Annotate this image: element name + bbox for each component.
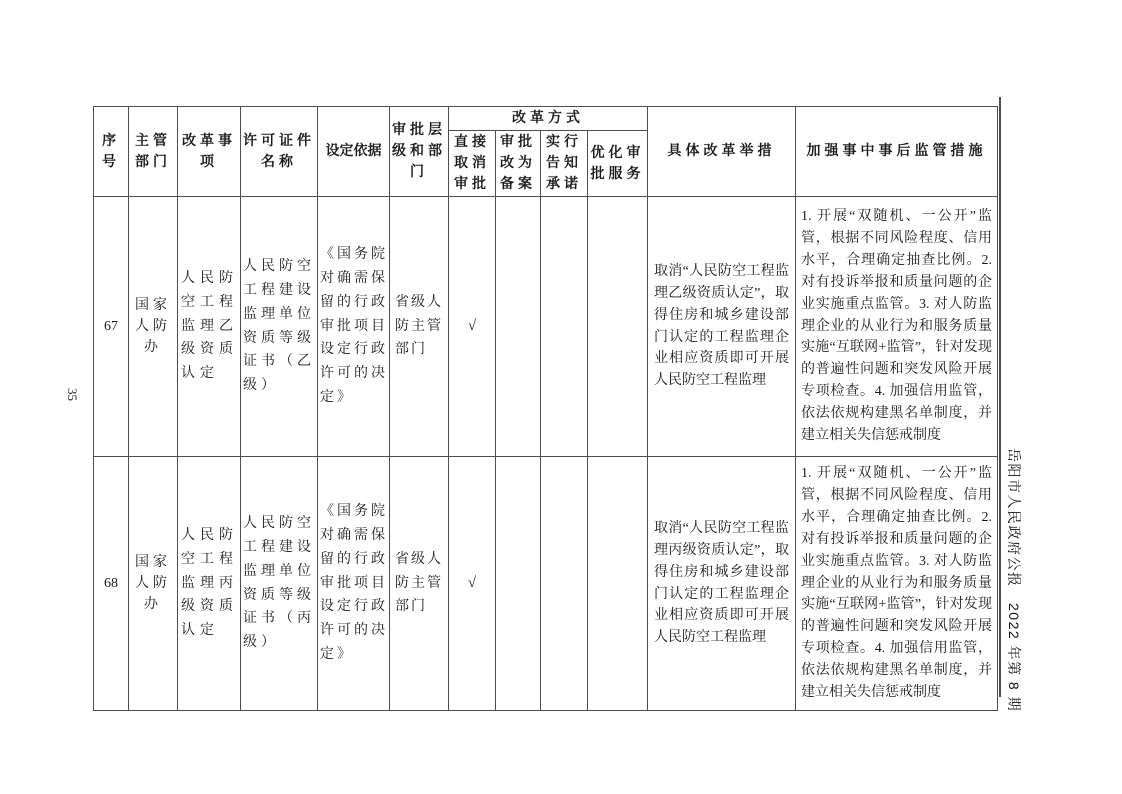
- header-reform-item: 改革事项: [178, 107, 241, 197]
- page-margin-rule: [999, 97, 1001, 697]
- cell-license-name: 人民防空工程建设监理单位资质等级证书（丙级）: [241, 457, 318, 711]
- reform-items-table: [93, 106, 998, 711]
- cell-legal-basis: 《国务院对确需保留的行政审批项目设定行政许可的决定》: [318, 197, 390, 457]
- cell-mode-optimize: [588, 457, 648, 711]
- gazette-title: 岳阳市人民政府公报 2022 年第 8 期: [1006, 448, 1022, 713]
- header-supervision: 加强事中事后监管措施: [796, 107, 998, 197]
- cell-approval-level: 省级人防主管部门: [390, 457, 449, 711]
- header-approval-level: 审批层级和部门: [390, 107, 449, 197]
- cell-mode-cancel-check: √: [449, 197, 496, 457]
- cell-mode-to-filing: [496, 457, 541, 711]
- header-row-top: [94, 107, 998, 131]
- header-measures: 具体改革举措: [648, 107, 796, 197]
- page-number: 35: [65, 388, 80, 401]
- cell-measures: 取消“人民防空工程监理丙级资质认定”，取得住房和城乡建设部门认定的工程监理企业相应资质即可开展人民防空工程监理: [648, 457, 796, 711]
- header-department: 主管部门: [129, 107, 178, 197]
- header-mode-cancel: 直接取消审批: [449, 131, 496, 197]
- table-row: [94, 457, 998, 711]
- header-mode-commitment: 实行告知承诺: [541, 131, 588, 197]
- cell-measures: 取消“人民防空工程监理乙级资质认定”，取得住房和城乡建设部门认定的工程监理企业相应资质即可开展人民防空工程监理: [648, 197, 796, 457]
- header-license-name: 许可证件名称: [241, 107, 318, 197]
- header-reform-mode-group: 改革方式: [449, 107, 648, 131]
- header-legal-basis: 设定依据: [318, 107, 390, 197]
- cell-mode-to-filing: [496, 197, 541, 457]
- header-seq: 序号: [94, 107, 129, 197]
- cell-department: 国家人防办: [129, 197, 178, 457]
- cell-license-name: 人民防空工程建设监理单位资质等级证书（乙级）: [241, 197, 318, 457]
- cell-approval-level: 省级人防主管部门: [390, 197, 449, 457]
- cell-reform-item: 人民防空工程监理丙级资质认定: [178, 457, 241, 711]
- cell-supervision: 1. 开展“双随机、一公开”监管，根据不同风险程度、信用水平，合理确定抽查比例。2. 对有投诉举报和质量问题的企业实施重点监管。3. 对人防监理企业的从业行为和服务质量实施“互联网+监管”，针对发现的普遍性问题和突发风险开展专项检查。4. 加强信用监管，依法依规构建黑名单制度，并建立相关失信惩戒制度: [796, 197, 998, 457]
- cell-mode-commitment: [541, 457, 588, 711]
- cell-mode-cancel-check: √: [449, 457, 496, 711]
- cell-mode-commitment: [541, 197, 588, 457]
- cell-legal-basis: 《国务院对确需保留的行政审批项目设定行政许可的决定》: [318, 457, 390, 711]
- cell-seq: 67: [94, 197, 129, 457]
- table-row: [94, 197, 998, 457]
- cell-supervision: 1. 开展“双随机、一公开”监管，根据不同风险程度、信用水平，合理确定抽查比例。2. 对有投诉举报和质量问题的企业实施重点监管。3. 对人防监理企业的从业行为和服务质量实施“互联网+监管”，针对发现的普遍性问题和突发风险开展专项检查。4. 加强信用监管，依法依规构建黑名单制度，并建立相关失信惩戒制度: [796, 457, 998, 711]
- header-mode-optimize: 优化审批服务: [588, 131, 648, 197]
- cell-department: 国家人防办: [129, 457, 178, 711]
- header-mode-to-filing: 审批改为备案: [496, 131, 541, 197]
- cell-seq: 68: [94, 457, 129, 711]
- cell-mode-optimize: [588, 197, 648, 457]
- cell-reform-item: 人民防空工程监理乙级资质认定: [178, 197, 241, 457]
